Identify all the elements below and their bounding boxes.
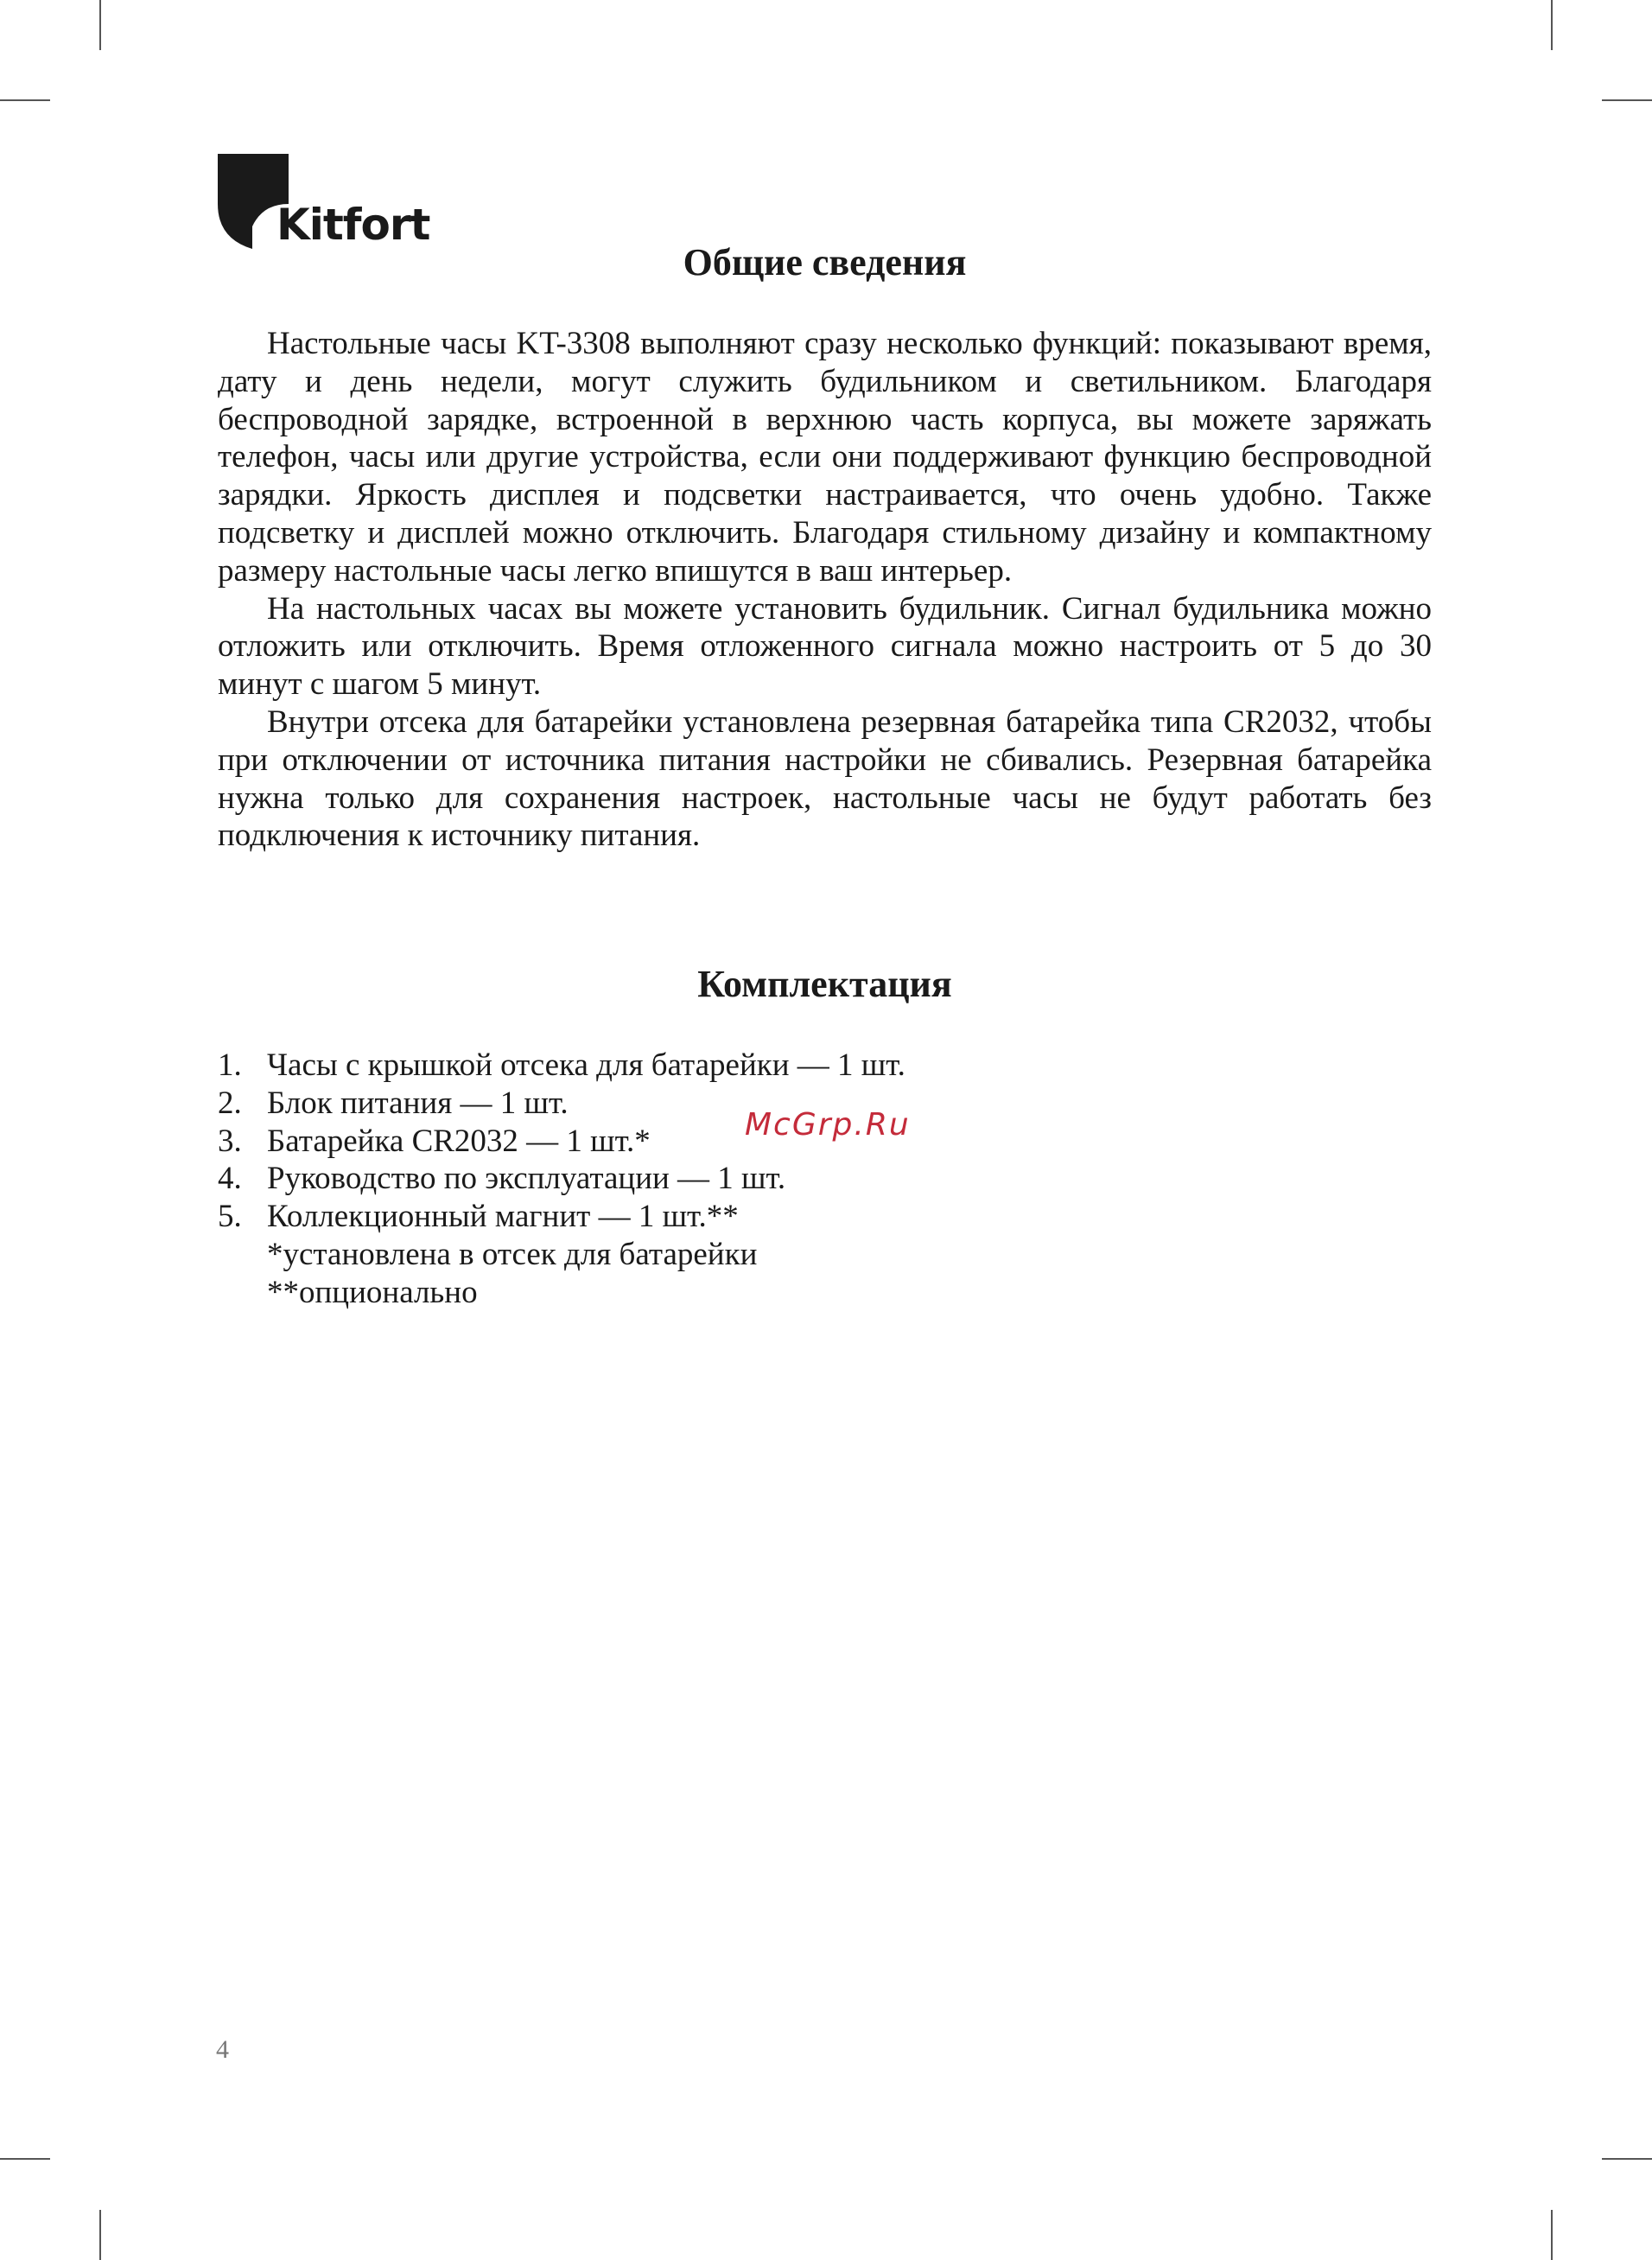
- list-item-number: 2.: [218, 1085, 242, 1121]
- paragraph-1: Настольные часы KT-3308 выполняют сразу несколько функций: показывают время, дату и день недели, могут служить будильником и светильником. Благодаря беспроводной зарядке, встроенной в верхнюю часть корпуса, вы можете заряжать телефон, часы или другие устройства, если они поддерживают функцию беспроводной зарядки. Яркость дисплея и подсветки настраивается, что очень удобно. Также подсветку и дисплей можно отключить. Благодаря стильному дизайну и компактному размеру настольные часы легко впишутся в ваш интерьер.: [218, 326, 1432, 589]
- general-info-section: [218, 240, 1432, 286]
- list-item: [218, 1198, 1432, 1236]
- crop-mark-top-right-horizontal: [1602, 99, 1652, 101]
- page-number: 4: [216, 2035, 229, 2064]
- crop-mark-top-left-horizontal: [0, 99, 50, 101]
- crop-mark-top-right-vertical: [1551, 0, 1553, 50]
- general-info-body: [218, 325, 1432, 855]
- package-contents-section: [218, 962, 1432, 1008]
- crop-mark-top-left-vertical: [99, 0, 101, 50]
- list-item: [218, 1047, 1432, 1085]
- watermark-text: McGrp.Ru: [745, 1107, 911, 1143]
- list-item-text: Батарейка CR2032 — 1 шт.*: [267, 1123, 651, 1159]
- kitfort-wordmark: Kitfort: [276, 200, 430, 250]
- list-item-number: 4.: [218, 1161, 242, 1197]
- list-item-text: Коллекционный магнит — 1 шт.**: [267, 1199, 739, 1235]
- crop-mark-bottom-left-horizontal: [0, 2158, 50, 2160]
- package-contents-title: Комплектация: [697, 963, 952, 1005]
- list-item-number: 1.: [218, 1047, 242, 1083]
- list-item-text: Часы с крышкой отсека для батарейки — 1 шт.: [267, 1047, 905, 1083]
- list-item-text: Блок питания — 1 шт.: [267, 1085, 569, 1121]
- list-item-text: Руководство по эксплуатации — 1 шт.: [267, 1161, 786, 1197]
- footnote-optional: **опционально: [267, 1274, 478, 1310]
- crop-mark-bottom-right-horizontal: [1602, 2158, 1652, 2160]
- footnote-installed: *установлена в отсек для батарейки: [267, 1236, 758, 1272]
- crop-mark-bottom-right-vertical: [1551, 2210, 1553, 2260]
- list-item-number: 3.: [218, 1123, 242, 1159]
- crop-mark-bottom-left-vertical: [99, 2210, 101, 2260]
- general-info-title: Общие сведения: [683, 241, 967, 283]
- kitfort-logo: [218, 154, 430, 251]
- list-item-number: 5.: [218, 1199, 242, 1235]
- list-item: [218, 1160, 1432, 1198]
- package-contents-body: [218, 1047, 1432, 1312]
- paragraph-2: На настольных часах вы можете установить будильник. Сигнал будильника можно отложить или отключить. Время отложенного сигнала можно настроить от 5 до 30 минут с шагом 5 минут.: [218, 590, 1432, 703]
- paragraph-3: Внутри отсека для батарейки установлена резервная батарейка типа CR2032, чтобы при отключении от источника питания настройки не сбивались. Резервная батарейка нужна только для сохранения настроек, настольные часы не будут работать без подключения к источнику питания.: [218, 703, 1432, 854]
